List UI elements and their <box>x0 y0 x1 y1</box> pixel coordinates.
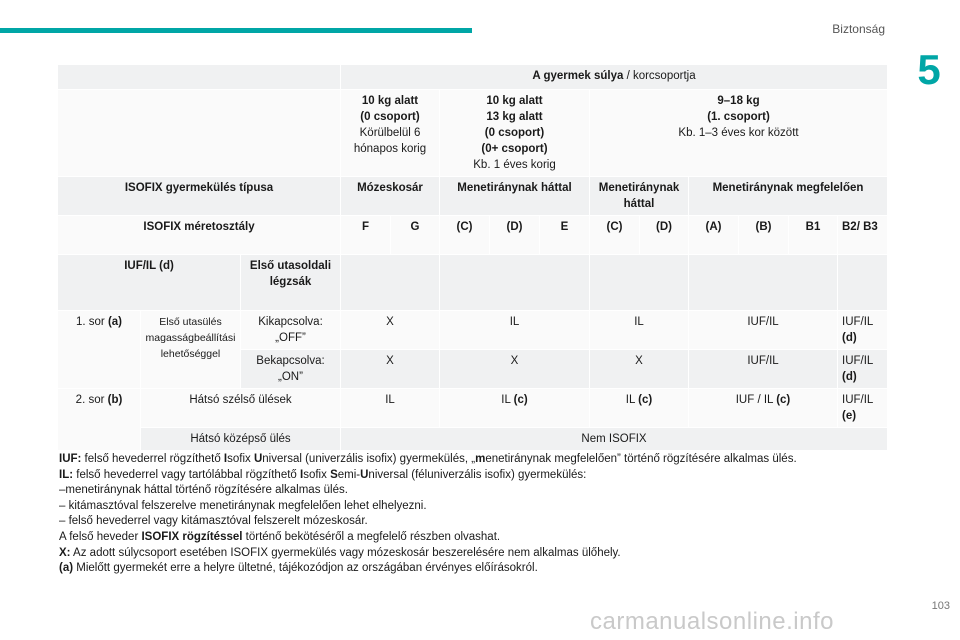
rear-middle-seat: Hátsó középső ülés <box>141 428 341 451</box>
seat-type-label: ISOFIX gyermekülés típusa <box>58 177 341 216</box>
weight-header-row <box>58 65 888 90</box>
size-class-g: G <box>391 216 440 255</box>
type-rearward: Menetiránynak háttal <box>440 177 590 216</box>
seat-type-row <box>58 177 888 216</box>
weight-groups-row <box>58 90 888 177</box>
size-class-f: F <box>341 216 391 255</box>
row1-description: Első utasülés magasságbeállítási lehetőséggel <box>141 311 241 389</box>
size-class-b2-b3: B2/ B3 <box>838 216 888 255</box>
type-carrycot: Mózeskosár <box>341 177 440 216</box>
chapter-number: 5 <box>898 46 960 94</box>
size-class-a: (A) <box>689 216 739 255</box>
note-dash-2: – kitámasztóval felszerelve menetiránynak megfelelően lehet elhelyezni. <box>59 499 427 512</box>
row2-outer: 2. sor (b) Hátsó szélső ülések IL IL (c) IL (c) IUF / IL (c) IUF/IL (e) <box>58 389 888 428</box>
size-class-b1: B1 <box>789 216 838 255</box>
row1-off: 1. sor (a) Első utasülés magasságbeállítási lehetőséggel Kikapcsolva: „OFF” X IL IL IUF/IL IUF/IL (d) <box>58 311 888 350</box>
note-il: IL: felső hevederrel vagy tartólábbal rögzíthető Isofix Semi-Universal (féluniverzális isofix) gyermekülés: <box>59 468 587 481</box>
weight-header: A gyermek súlya / korcsoportja <box>341 65 888 90</box>
iuf-il-label: IUF/IL (d) <box>58 255 241 311</box>
note-iuf: IUF: felső hevederrel rögzíthető Isofix Universal (univerzális isofix) gyermekülés, „menetiránynak megfelelően” történő rögzítésére alkalmas ülés. <box>59 453 797 465</box>
section-title: Biztonság <box>832 22 885 36</box>
size-class-label: ISOFIX méretosztály <box>58 216 341 255</box>
row1-seat: 1. sor (a) <box>58 311 141 389</box>
rear-outer-seats: Hátsó szélső ülések <box>141 389 341 428</box>
size-class-d-2: (D) <box>640 216 689 255</box>
type-rearward-2: Menetiránynak háttal <box>590 177 689 216</box>
size-class-c-2: (C) <box>590 216 640 255</box>
group-1: 9–18 kg (1. csoport) Kb. 1–3 éves kor között <box>590 90 888 177</box>
isofix-table <box>57 64 888 451</box>
group-0: 10 kg alatt (0 csoport) Körülbelül 6 hónapos korig <box>341 90 440 177</box>
accent-bar <box>0 28 472 33</box>
note-dash-1: –menetiránynak háttal történő rögzítésére alkalmas ülés. <box>59 484 348 497</box>
watermark: carmanualsonline.info <box>590 608 834 635</box>
not-isofix: Nem ISOFIX <box>341 428 888 451</box>
airbag-label: Első utasoldali légzsák <box>241 255 341 311</box>
row1-on: Bekapcsolva: „ON” X X X IUF/IL IUF/IL (d) <box>58 350 888 389</box>
airbag-off: Kikapcsolva: „OFF” <box>241 311 341 350</box>
size-class-c: (C) <box>440 216 490 255</box>
note-x: X: Az adott súlycsoport esetében ISOFIX gyermekülés vagy mózeskosár beszerelésére nem alkalmas ülőhely. <box>59 546 621 559</box>
size-class-b: (B) <box>739 216 789 255</box>
type-forward: Menetiránynak megfelelően <box>689 177 888 216</box>
size-class-e: E <box>540 216 590 255</box>
note-strap: A felső heveder ISOFIX rögzítéssel történő bekötéséről a megfelelő részben olvashat. <box>59 530 501 543</box>
note-a: (a) Mielőtt gyermekét erre a helyre ültetné, tájékozódjon az országában érvényes előírásokról. <box>59 562 538 575</box>
airbag-on: Bekapcsolva: „ON” <box>241 350 341 389</box>
size-class-d: (D) <box>490 216 540 255</box>
size-class-row <box>58 216 888 255</box>
row2-middle <box>58 428 888 451</box>
row2-seat: 2. sor (b) <box>58 389 141 451</box>
iuf-il-row <box>58 255 888 311</box>
footnotes <box>59 452 889 577</box>
page-number: 103 <box>931 600 950 612</box>
group-0plus: 10 kg alatt 13 kg alatt (0 csoport) (0+ csoport) Kb. 1 éves korig <box>440 90 590 177</box>
note-dash-3: – felső hevederrel vagy kitámasztóval felszerelt mózeskosár. <box>59 515 368 528</box>
